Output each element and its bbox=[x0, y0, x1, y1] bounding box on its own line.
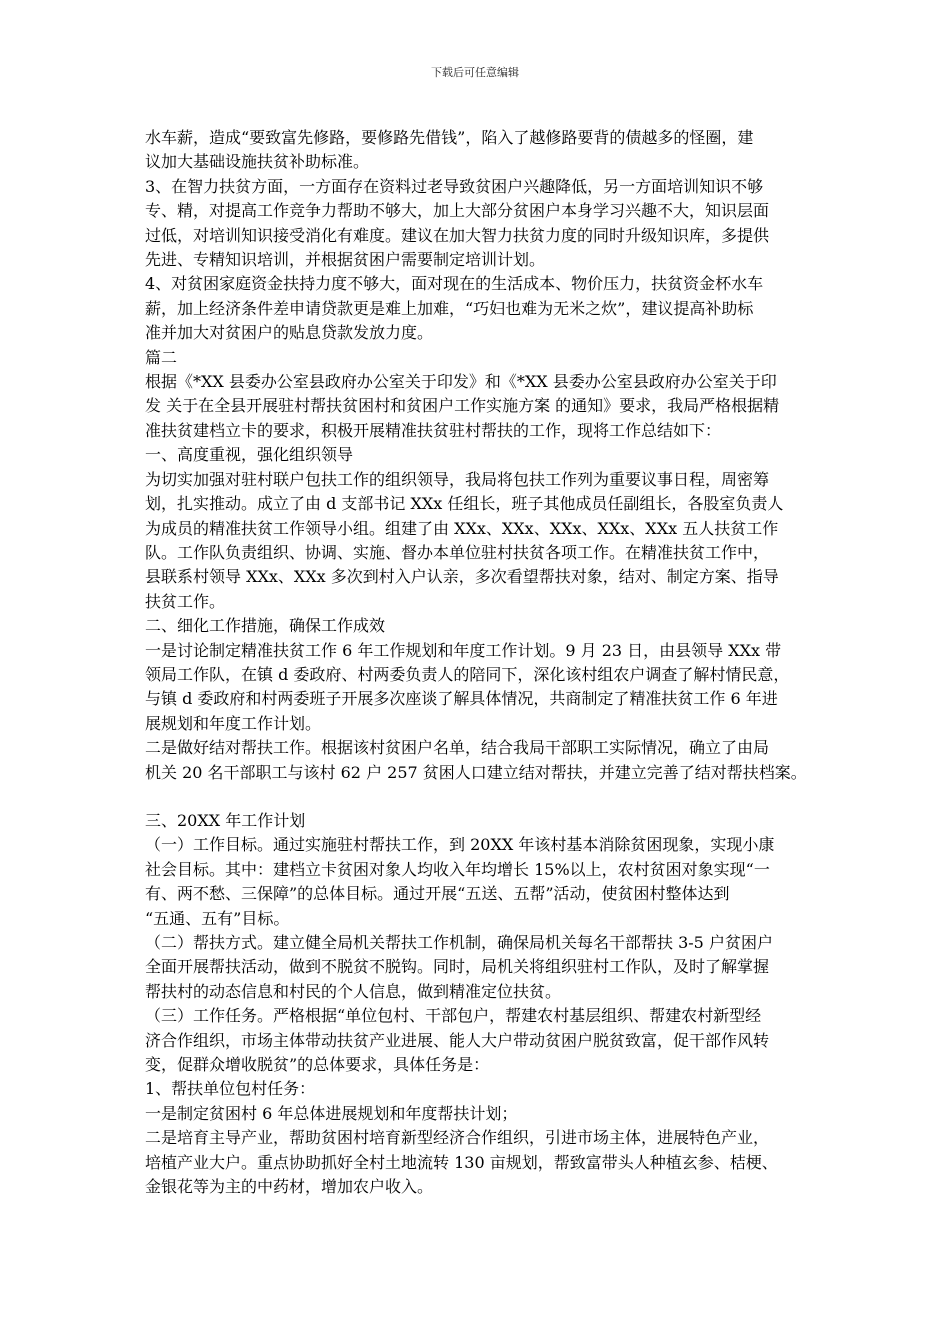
text-line: 二、细化工作措施，确保工作成效 bbox=[145, 616, 386, 636]
text-line: 1、帮扶单位包村任务： bbox=[145, 1079, 316, 1099]
paragraph bbox=[145, 1077, 825, 1101]
text-line: 二是做好结对帮扶工作。根据该村贫困户名单，结合我局干部职工实际情况，确立了由局 bbox=[145, 738, 770, 758]
text-line: “五通、五有”目标。 bbox=[145, 908, 290, 928]
text-line: 议加大基础设施扶贫补助标准。 bbox=[145, 152, 370, 172]
text-line: 为成员的精准扶贫工作领导小组。组建了由 XXx、XXx、XXx、XXx、XXx 五人扶贫工作 bbox=[145, 518, 779, 538]
paragraph bbox=[145, 639, 825, 737]
text-line: （三）工作任务。严格根据“单位包村、干部包户，帮建农村基层组织、帮建农村新型经 bbox=[145, 1006, 762, 1026]
text-line: 专、精，对提高工作竞争力帮助不够大，加上大部分贫困户本身学习兴趣不大，知识层面 bbox=[145, 201, 770, 221]
text-line: 3、在智力扶贫方面，一方面存在资料过老导致贫困户兴趣降低，另一方面培训知识不够 bbox=[145, 176, 764, 196]
text-line: 发 关于在全县开展驻村帮扶贫困村和贫困户工作实施方案 的通知》要求，我局严格根据精 bbox=[145, 396, 780, 416]
text-line: 队。工作队负责组织、协调、实施、督办本单位驻村扶贫各项工作。在精准扶贫工作中， bbox=[145, 542, 770, 562]
paragraph bbox=[145, 1004, 825, 1077]
paragraph bbox=[145, 736, 825, 785]
text-line: 一是制定贫困村 6 年总体进展规划和年度帮扶计划； bbox=[145, 1103, 518, 1123]
text-line: 帮扶村的动态信息和村民的个人信息，做到精准定位扶贫。 bbox=[145, 981, 562, 1001]
paragraph bbox=[145, 931, 825, 1004]
text-line: 变，促群众增收脱贫”的总体要求，具体任务是： bbox=[145, 1055, 490, 1075]
text-line: 扶贫工作。 bbox=[145, 591, 226, 611]
page-header: 下载后可任意编辑 bbox=[431, 66, 519, 79]
text-line: 二是培育主导产业，帮助贫困村培育新型经济合作组织，引进市场主体，进展特色产业， bbox=[145, 1128, 770, 1148]
paragraph bbox=[145, 126, 825, 175]
text-line: 根据《*XX 县委办公室县政府办公室关于印发》和《*XX 县委办公室县政府办公室关于印 bbox=[145, 372, 777, 392]
text-line: 水车薪，造成“要致富先修路，要修路先借钱”，陷入了越修路要背的债越多的怪圈，建 bbox=[145, 128, 754, 147]
text-line: 准并加大对贫困户的贴息贷款发放力度。 bbox=[145, 323, 434, 343]
text-line: 准扶贫建档立卡的要求，积极开展精准扶贫驻村帮扶的工作，现将工作总结如下： bbox=[145, 420, 722, 440]
text-line: 与镇 d 委政府和村两委班子开展多次座谈了解具体情况，共商制定了精准扶贫工作 6 年进 bbox=[145, 689, 778, 709]
text-line: 先进、专精知识培训，并根据贫困户需要制定培训计划。 bbox=[145, 250, 546, 270]
text-line: 三、20XX 年工作计划 bbox=[145, 810, 306, 830]
text-line: 领局工作队，在镇 d 委政府、村两委负责人的陪同下，深化该村组农户调查了解村情民意， bbox=[145, 664, 790, 684]
text-line: 社会目标。其中：建档立卡贫困对象人均收入年均增长 15%以上，农村贫困对象实现“一 bbox=[145, 859, 770, 879]
paragraph bbox=[145, 175, 825, 273]
text-line: 机关 20 名干部职工与该村 62 户 257 贫困人口建立结对帮扶，并建立完善了结对帮扶档案。 bbox=[145, 762, 807, 782]
text-line: 展规划和年度工作计划。 bbox=[145, 713, 322, 733]
paragraph bbox=[145, 468, 825, 614]
blank-line bbox=[145, 785, 825, 809]
text-line: 薪，加上经济条件差申请贷款更是难上加难，“巧妇也难为无米之炊”，建议提高补助标 bbox=[145, 298, 754, 318]
paragraph bbox=[145, 346, 825, 370]
text-line: 一、高度重视，强化组织领导 bbox=[145, 445, 354, 465]
text-line: 4、对贫困家庭资金扶持力度不够大，面对现在的生活成本、物价压力，扶贫资金杯水车 bbox=[145, 274, 764, 294]
text-line: 金银花等为主的中药材，增加农户收入。 bbox=[145, 1177, 434, 1197]
text-line: 县联系村领导 XXx、XXx 多次到村入户认亲，多次看望帮扶对象，结对、制定方案、指导 bbox=[145, 567, 779, 587]
paragraph bbox=[145, 370, 825, 443]
text-line: （一）工作目标。通过实施驻村帮扶工作，到 20XX 年该村基本消除贫困现象，实现小康 bbox=[145, 835, 775, 855]
text-line: 有、两不愁、三保障”的总体目标。通过开展“五送、五帮”活动，使贫困村整体达到 bbox=[145, 884, 730, 904]
text-line: （二）帮扶方式。建立健全局机关帮扶工作机制，确保局机关每名干部帮扶 3-5 户贫困户 bbox=[145, 933, 773, 952]
paragraph bbox=[145, 272, 825, 345]
text-line: 济合作组织，市场主体带动扶贫产业进展、能人大户带动贫困户脱贫致富，促干部作风转 bbox=[145, 1030, 770, 1050]
paragraph bbox=[145, 809, 825, 833]
paragraph bbox=[145, 833, 825, 931]
paragraph bbox=[145, 1102, 825, 1126]
text-line: 篇二 bbox=[145, 347, 178, 367]
paragraph bbox=[145, 1126, 825, 1199]
document-body bbox=[145, 126, 825, 1199]
text-line: 过低，对培训知识接受消化有难度。建议在加大智力扶贫力度的同时升级知识库，多提供 bbox=[145, 225, 770, 245]
text-line: 全面开展帮扶活动，做到不脱贫不脱钩。同时，局机关将组织驻村工作队，及时了解掌握 bbox=[145, 957, 770, 977]
text-line: 划，扎实推动。成立了由 d 支部书记 XXx 任组长，班子其他成员任副组长，各股室负责人 bbox=[145, 494, 784, 514]
text-line: 为切实加强对驻村联户包扶工作的组织领导，我局将包扶工作列为重要议事日程，周密筹 bbox=[145, 469, 770, 489]
text-line: 培植产业大户。重点协助抓好全村土地流转 130 亩规划，帮致富带头人种植玄参、桔梗、 bbox=[145, 1152, 778, 1172]
text-line: 一是讨论制定精准扶贫工作 6 年工作规划和年度工作计划。9 月 23 日，由县领导 XXx 带 bbox=[145, 640, 782, 660]
paragraph bbox=[145, 614, 825, 638]
paragraph bbox=[145, 443, 825, 467]
